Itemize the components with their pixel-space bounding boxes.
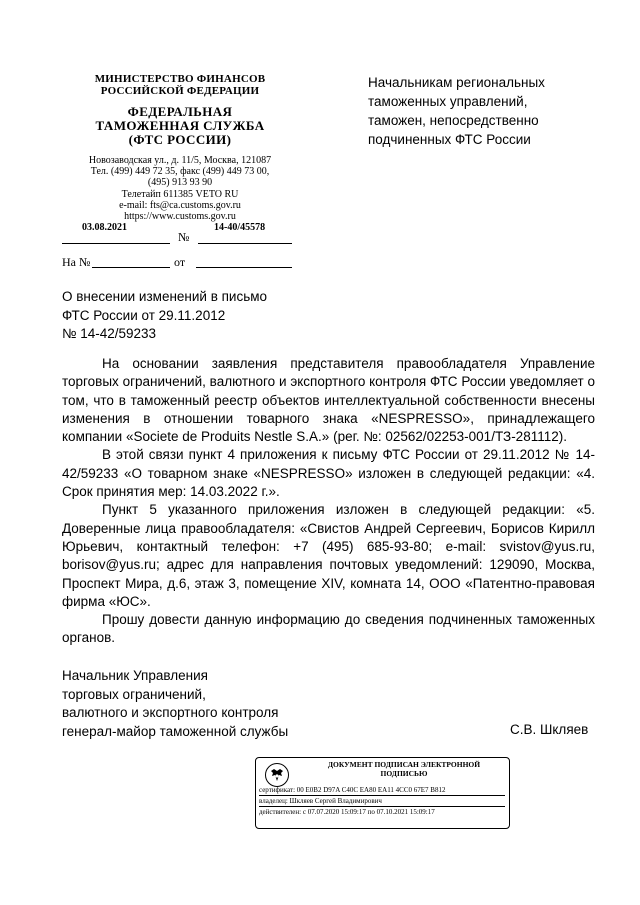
email-line: e-mail: fts@ca.customs.gov.ru	[119, 199, 241, 211]
registration-row	[62, 222, 292, 248]
certificate-line: сертификат: 00 E0B2 D97A C40C EA80 EA11 4CC0 67E7 B812	[259, 785, 505, 796]
addressee-line: подчиненных ФТС России	[368, 132, 531, 147]
subject-line: ФТС России от 29.11.2012	[62, 307, 226, 323]
signatory-name: С.В. Шкляев	[510, 722, 589, 737]
reference-date-underline	[196, 267, 292, 268]
body-paragraph: В этой связи пункт 4 приложения к письму ФТС России от 29.11.2012 № 14-42/59233 «О товарном знаке «NESPRESSO» изложен в следующей редакции: «4. Срок принятия мер: 14.03.2022 г.».	[62, 447, 595, 500]
addressee-line: таможенных управлений,	[368, 94, 528, 109]
ministry-line: РОССИЙСКОЙ ФЕДЕРАЦИИ	[100, 85, 260, 97]
reference-number-underline	[92, 267, 170, 268]
reference-row	[62, 255, 294, 271]
position-line: Начальник Управления	[62, 668, 208, 683]
phone-line: (495) 913 93 90	[147, 177, 213, 189]
subject-line: № 14-42/59233	[62, 326, 157, 341]
subject-line: О внесении изменений в письмо	[62, 289, 268, 304]
service-line: (ФТС РОССИИ)	[128, 132, 232, 147]
position-line: валютного и экспортного контроля	[62, 705, 279, 720]
e-signature-stamp	[255, 757, 510, 829]
date-underline	[62, 243, 170, 244]
body-paragraph: Прошу довести данную информацию до сведения подчиненных таможенных органов.	[62, 612, 595, 646]
document-date: 03.08.2021	[82, 222, 127, 233]
address-line: Новозаводская ул., д. 11/5, Москва, 121087	[88, 155, 272, 166]
number-sign: №	[178, 230, 190, 244]
service-line: ТАМОЖЕННАЯ СЛУЖБА	[95, 118, 265, 133]
phone-line: Тел. (499) 449 72 35, факс (499) 449 73 00,	[90, 166, 270, 178]
contact-block	[56, 155, 304, 222]
position-line: торговых ограничений,	[62, 686, 206, 702]
validity-line: действителен: с 07.07.2020 15:09:17 по 07.10.2021 15:09:17	[259, 808, 435, 816]
signatory-position	[62, 667, 362, 741]
ministry-line: МИНИСТЕРСТВО ФИНАНСОВ	[94, 73, 266, 85]
number-underline	[198, 243, 292, 244]
body-paragraph: Пункт 5 указанного приложения изложен в следующей редакции: «5. Доверенные лица правообладателя: «Свистов Андрей Сергеевич, Борисов Кирилл Юрьевич, контактный телефон: +7 (495) 685-93-80; e-mail: svistov@yus.ru, borisov@yus.ru; адрес для направления почтовых уведомлений: 129090, Москва, Проспект Мира, д.6, этаж 3, помещение XIV, комната 14, ООО «Патентно-правовая фирма «ЮС».	[62, 502, 595, 609]
addressee	[368, 73, 588, 149]
reference-date-label: от	[174, 255, 186, 269]
addressee-line: Начальникам региональных	[368, 75, 545, 90]
service-name	[56, 105, 304, 147]
document-number: 14-40/45578	[214, 222, 266, 233]
stamp-title: ДОКУМЕНТ ПОДПИСАН ЭЛЕКТРОННОЙ ПОДПИСЬЮ	[327, 760, 481, 778]
addressee-line: таможен, непосредственно	[368, 113, 539, 128]
owner-line: владелец: Шкляев Сергей Владимирович	[259, 796, 505, 807]
body-paragraph: На основании заявления представителя правообладателя Управление торговых ограничений, валютного и экспортного контроля ФТС России уведомляет о том, что в таможенный реестр объектов интеллектуальной собственности внесены изменения в отношении товарного знака «NESPRESSO», принадлежащего компании «Societe de Produits Nestle S.A.» (рег. №: 02562/02253-001/ТЗ-281112).	[62, 356, 595, 445]
letter-body	[62, 355, 595, 648]
stamp-details	[259, 785, 505, 817]
subject	[62, 288, 312, 344]
website-line: https://www.customs.gov.ru	[124, 211, 236, 223]
ministry-name	[56, 73, 304, 97]
position-line: генерал-майор таможенной службы	[62, 723, 289, 739]
service-line: ФЕДЕРАЛЬНАЯ	[127, 104, 233, 119]
teletype-line: Телетайп 611385 VETO RU	[121, 188, 239, 200]
reference-number-label: На №	[62, 255, 91, 269]
